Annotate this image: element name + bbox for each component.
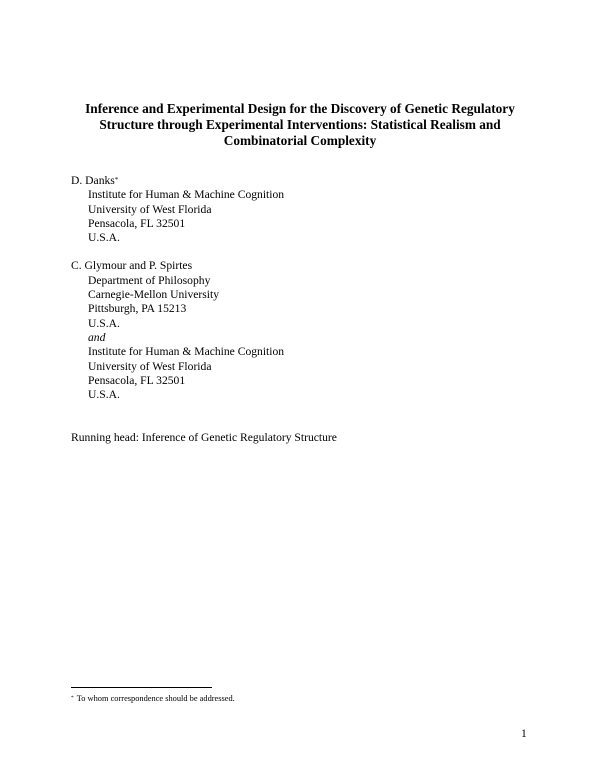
affiliation-line: Department of Philosophy (88, 273, 211, 287)
author-list (71, 174, 284, 416)
page-number: 1 (521, 727, 527, 740)
affiliation-line: U.S.A. (88, 388, 120, 402)
affiliation-line: Pittsburgh, PA 15213 (88, 302, 187, 316)
footnote-divider (71, 687, 212, 688)
affiliation-line: U.S.A. (88, 316, 120, 330)
affiliation (71, 274, 284, 331)
author-name: C. Glymour and P. Spirtes (71, 259, 193, 273)
author-name: D. Danks* (71, 174, 119, 187)
footnote (71, 694, 235, 704)
affiliation-line: Institute for Human & Machine Cognition (88, 188, 285, 202)
author-block (71, 259, 284, 402)
affiliation-line: Pensacola, FL 32501 (88, 216, 186, 230)
paper-title (60, 101, 540, 149)
affiliation-line: Carnegie-Mellon University (88, 288, 220, 302)
affiliation-line: University of West Florida (88, 202, 212, 216)
title-line: Structure through Experimental Interventions: Statistical Realism and (99, 117, 501, 132)
footnote-text: To whom correspondence should be addressed. (76, 694, 235, 703)
footnote-marker: * (71, 695, 74, 701)
author-block (71, 174, 284, 245)
affiliation-conjunction: and (88, 330, 106, 344)
affiliation-line: U.S.A. (88, 231, 120, 245)
title-line: Combinatorial Complexity (223, 133, 377, 148)
running-head: Running head: Inference of Genetic Regulatory Structure (71, 431, 337, 444)
affiliation-line: University of West Florida (88, 359, 212, 373)
affiliation-line: Institute for Human & Machine Cognition (88, 345, 285, 359)
affiliation-line: Pensacola, FL 32501 (88, 373, 186, 387)
correspondence-marker: * (114, 176, 119, 184)
title-line: Inference and Experimental Design for the Discovery of Genetic Regulatory (85, 101, 515, 116)
affiliation (71, 345, 284, 402)
affiliation (71, 188, 284, 245)
